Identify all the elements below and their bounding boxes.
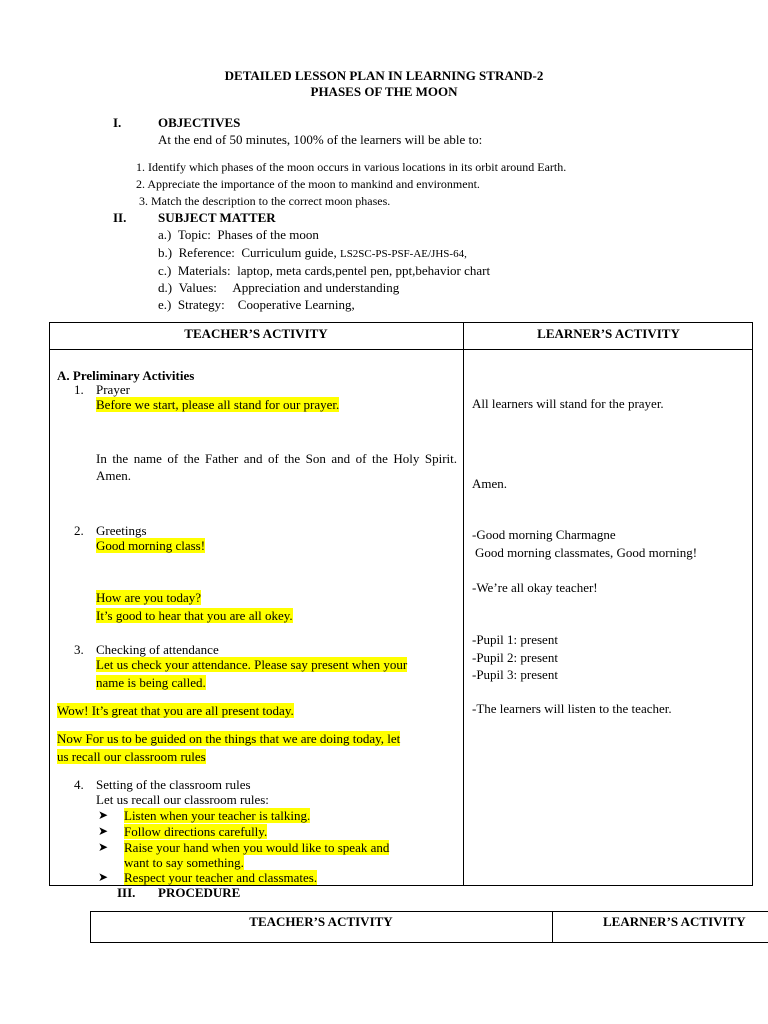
prayer-teacher-instruction: Before we start, please all stand for our prayer. [96,397,340,412]
procedure-table-divider [552,911,553,943]
attendance-learner-line-2: -Pupil 2: present [472,650,558,665]
attendance-label: Checking of attendance [96,642,219,657]
subject-matter-heading: SUBJECT MATTER [158,210,276,225]
greetings-teacher-line-2: How are you today? [96,590,202,605]
learner-activity-header: LEARNER’S ACTIVITY [537,326,680,341]
objectives-heading: OBJECTIVES [158,115,241,130]
teacher-activity-header: TEACHER’S ACTIVITY [184,326,328,341]
attendance-teacher-line-3a: Now For us to be guided on the things that we are doing today, let [57,731,401,746]
rule-bullet-icon: ➤ [98,870,109,884]
preliminary-activities-heading: A. Preliminary Activities [57,368,195,383]
rule-bullet-icon: ➤ [98,808,109,822]
greetings-teacher-line-3: It’s good to hear that you are all okey. [96,608,293,623]
attendance-teacher-line-1b: name is being called. [96,675,206,690]
rule-bullet-icon: ➤ [98,840,109,854]
attendance-learner-line-1: -Pupil 1: present [472,632,558,647]
prayer-learner-line-2: Amen. [472,476,508,491]
subject-item-topic: a.) Topic: Phases of the moon [158,227,319,242]
attendance-teacher-line-1a: Let us check your attendance. Please say present when your [96,657,408,672]
prayer-number: 1. [74,382,84,397]
table-column-divider [463,322,464,886]
doc-title-line1: DETAILED LESSON PLAN IN LEARNING STRAND-2 [224,68,544,83]
objective-item-1: 1. Identify which phases of the moon occurs in various locations in its orbit around Earth. [136,160,567,174]
procedure-number: III. [117,885,136,900]
rules-intro: Let us recall our classroom rules: [96,792,269,807]
greetings-teacher-line-1: Good morning class! [96,538,206,553]
rule-item-3a: Raise your hand when you would like to speak and [124,840,390,855]
greetings-learner-line-1: -Good morning Charmagne [472,527,616,542]
subject-matter-number: II. [113,210,127,225]
subject-item-reference: b.) Reference: Curriculum guide, LS2SC-PS-PSF-AE/JHS-64, [158,245,467,260]
procedure-heading: PROCEDURE [158,885,241,900]
subject-item-materials: c.) Materials: laptop, meta cards,pentel pen, ppt,behavior chart [158,263,491,278]
greetings-number: 2. [74,523,84,538]
objectives-intro: At the end of 50 minutes, 100% of the learners will be able to: [158,132,483,147]
table-header-divider [49,349,753,350]
greetings-label: Greetings [96,523,147,538]
prayer-learner-line-1: All learners will stand for the prayer. [472,396,664,411]
procedure-learner-header: LEARNER’S ACTIVITY [603,914,746,929]
attendance-learner-line-3: -Pupil 3: present [472,667,558,682]
objective-item-2: 2. Appreciate the importance of the moon to mankind and environment. [136,177,480,191]
rule-item-3b: want to say something. [124,855,244,870]
objective-item-3: 3. Match the description to the correct moon phases. [139,194,391,208]
greetings-learner-line-3: -We’re all okay teacher! [472,580,598,595]
rule-item-1: Listen when your teacher is talking. [124,808,311,823]
attendance-teacher-line-2: Wow! It’s great that you are all present today. [57,703,294,718]
subject-item-strategy: e.) Strategy: Cooperative Learning, [158,297,355,312]
attendance-learner-line-4: -The learners will listen to the teacher. [472,701,672,716]
subject-item-values: d.) Values: Appreciation and understanding [158,280,400,295]
rule-item-2: Follow directions carefully. [124,824,268,839]
procedure-teacher-header: TEACHER’S ACTIVITY [249,914,393,929]
rule-item-4: Respect your teacher and classmates. [124,870,318,885]
attendance-number: 3. [74,642,84,657]
greetings-learner-line-2: Good morning classmates, Good morning! [475,545,698,560]
attendance-teacher-line-3b: us recall our classroom rules [57,749,206,764]
rules-number: 4. [74,777,84,792]
objectives-number: I. [113,115,122,130]
rules-label: Setting of the classroom rules [96,777,251,792]
doc-title-line2: PHASES OF THE MOON [310,84,458,99]
prayer-label: Prayer [96,382,130,397]
rule-bullet-icon: ➤ [98,824,109,838]
prayer-teacher-text: In the name of the Father and of the Son and of the Holy Spirit. Amen. [96,451,457,483]
